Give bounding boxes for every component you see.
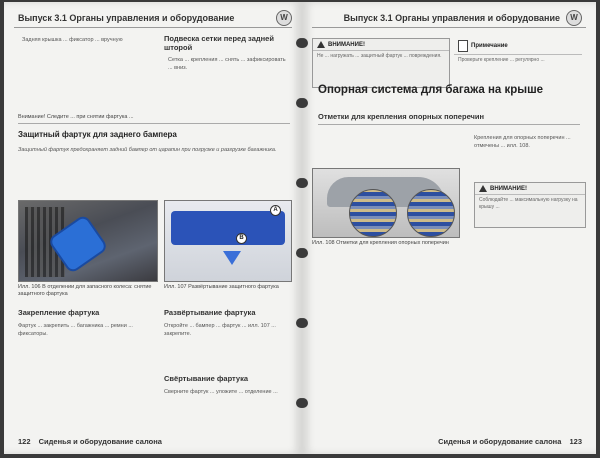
warning-icon: [479, 185, 487, 192]
warning-text: Не ... нагружать ... защитный фартук ... повреждения.: [317, 53, 442, 59]
zoom-circle-right: [407, 189, 455, 237]
warning-callout-title: [313, 39, 449, 51]
fold-cover-text: Сверните фартук ... уложите ... отделение ...: [164, 389, 278, 395]
label-b-badge: B: [236, 233, 247, 244]
left-footer-text: Сиденья и оборудование салона: [38, 437, 162, 446]
warning-label: ВНИМАНИЕ!: [328, 41, 365, 48]
figure-108-caption: Илл. 108 Отметки для крепления опорных поперечин: [312, 240, 449, 246]
right-header: [312, 10, 582, 26]
figure-107-photo: [164, 200, 292, 282]
figure-106-caption: Илл. 106 В отделении для запасного колеса: снятие защитного фартука: [18, 284, 152, 297]
figure-108-photo: [312, 168, 460, 238]
left-page-number: 122: [18, 437, 31, 446]
net-section-heading: Подвеска сетки перед задней шторой: [164, 34, 274, 52]
warning2-label: ВНИМАНИЕ!: [490, 185, 527, 192]
bumper-cover-illustration: [171, 211, 285, 245]
binder-hole: [302, 38, 308, 48]
note-text: Проверьте крепление ... регулярно ...: [458, 57, 545, 63]
right-header-title: Выпуск 3.1 Органы управления и оборудование: [343, 13, 560, 23]
binder-hole: [302, 398, 308, 408]
right-header-rule: [312, 27, 586, 28]
binder-hole: [302, 98, 308, 108]
fold-cover-heading: Свёртывание фартука: [164, 374, 249, 383]
left-page: [4, 2, 302, 454]
fixing-cover-heading: Закрепление фартука: [18, 308, 100, 317]
unfold-cover-text: Откройте ... бампер ... фартук ... илл. 107 ... закрепите.: [164, 323, 276, 337]
note-icon: [458, 40, 468, 52]
warning2-callout: [474, 182, 586, 228]
zoom-circle-left: [349, 189, 397, 237]
col1-intro-text: Задняя крышка ... фиксатор ... вручную: [22, 37, 123, 43]
section-rule: [18, 123, 290, 124]
binder-hole: [302, 248, 308, 258]
note-callout: [454, 38, 582, 78]
left-header: [18, 10, 292, 26]
right-footer: [438, 437, 582, 446]
right-page: [302, 2, 596, 454]
vw-logo-icon: W: [276, 10, 292, 26]
right-footer-text: Сиденья и оборудование салона: [438, 437, 562, 446]
right-page-number: 123: [569, 437, 582, 446]
down-arrow-icon: [223, 251, 241, 265]
figure-107-caption: Илл. 107 Развёртывание защитного фартука: [164, 284, 279, 290]
warning2-text: Соблюдайте ... максимальную нагрузку на крышу ...: [479, 197, 578, 210]
fixing-cover-text: Фартук ... закрепить ... багажника ... ремни ... фиксаторы.: [18, 323, 133, 337]
note-label: Примечание: [471, 43, 508, 49]
left-header-rule: [14, 27, 292, 28]
warning-icon: [317, 41, 325, 48]
binder-hole: [302, 178, 308, 188]
vw-logo-icon: W: [566, 10, 582, 26]
bumper-cover-intro: Защитный фартук предохраняет задний бампер от царапин при погрузке и разгрузке багажника.: [18, 147, 277, 153]
bumper-cover-heading: Защитный фартук для заднего бампера: [18, 130, 177, 139]
label-a-badge: A: [270, 205, 281, 216]
roof-marks-text: Крепления для опорных поперечин ... отмечены ... илл. 108.: [474, 135, 571, 149]
small-note-text: Внимание! Следите ... при снятии фартука ...: [18, 114, 134, 120]
figure-106-photo: [18, 200, 158, 282]
warning2-callout-title: [475, 183, 585, 195]
left-header-title: Выпуск 3.1 Органы управления и оборудование: [18, 13, 235, 23]
right-header-group: [344, 10, 582, 26]
net-section-text: Сетка ... крепления ... снять ... зафиксировать ... вниз.: [168, 57, 286, 71]
binder-hole: [302, 318, 308, 328]
unfold-cover-heading: Развёртывание фартука: [164, 308, 256, 317]
roof-marks-subheading: Отметки для крепления опорных поперечин: [318, 112, 485, 121]
left-footer: [18, 437, 162, 446]
note-callout-title: [454, 38, 582, 55]
subheading-rule: [318, 124, 580, 125]
warning-callout: [312, 38, 450, 88]
roof-rack-heading: Опорная система для багажа на крыше: [318, 84, 544, 96]
